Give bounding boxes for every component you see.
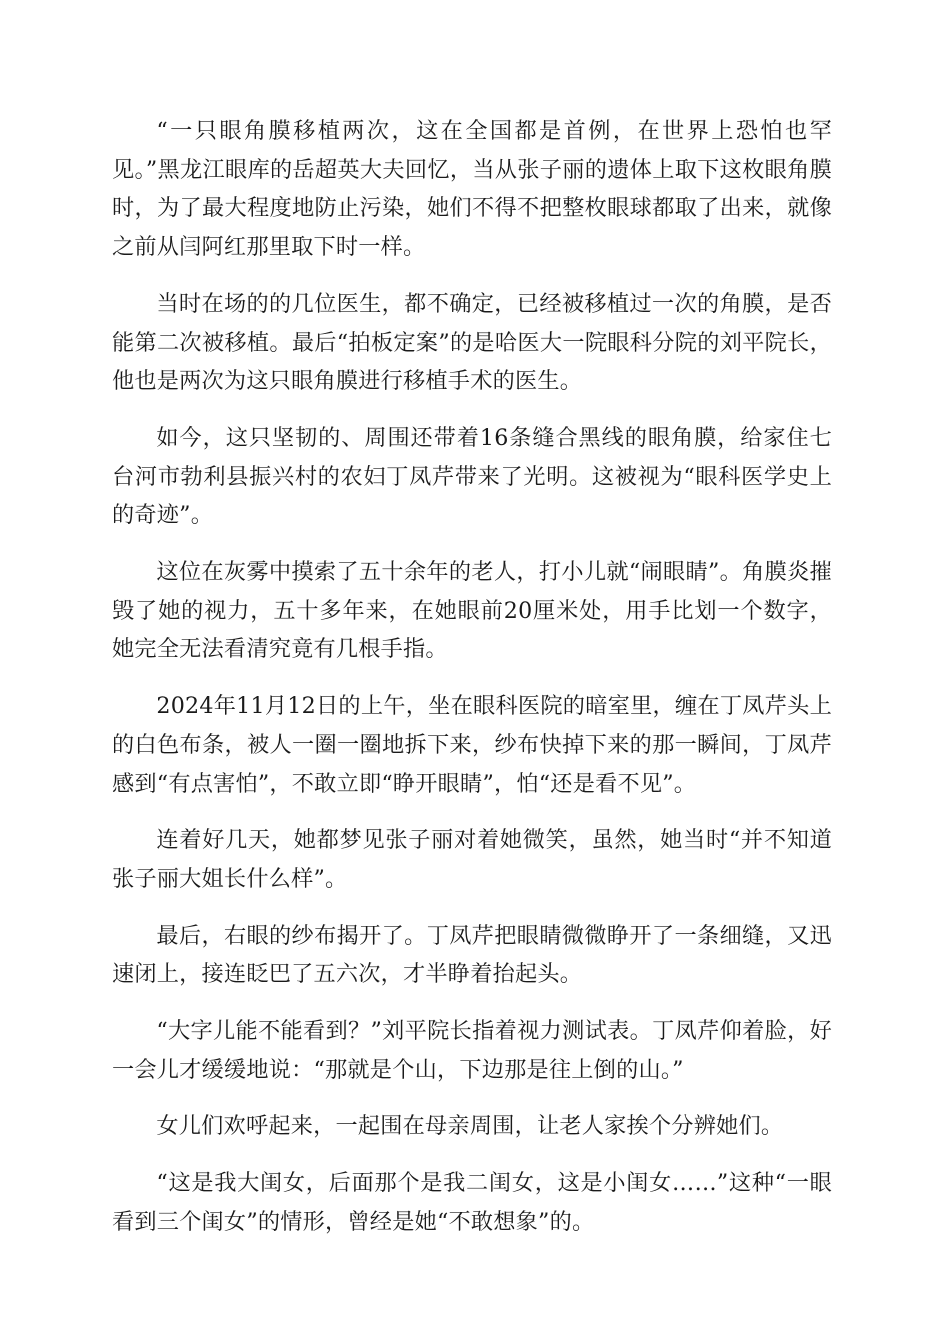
paragraph-9: 女儿们欢呼起来，一起围在母亲周围，让老人家挨个分辨她们。 bbox=[156, 1113, 784, 1140]
paragraph-5: 2024年11月12日的上午，坐在眼科医院的暗室里，缠在丁凤芹头上的白色布条，被人一圈一圈地拆下来，纱布快掉下来的那一瞬间，丁凤芹感到“有点害怕”，不敢立即“睁开眼睛”，怕“还是看不见”。 bbox=[112, 693, 832, 797]
paragraph-7: 最后，右眼的纱布揭开了。丁凤芹把眼睛微微睁开了一条细缝，又迅速闭上，接连眨巴了五六次，才半睁着抬起头。 bbox=[112, 922, 832, 988]
paragraph-10: “这是我大闺女，后面那个是我二闺女，这是小闺女……”这种“一眼看到三个闺女”的情形，曾经是她“不敢想象”的。 bbox=[112, 1170, 832, 1235]
paragraph-8: “大字儿能不能看到？”刘平院长指着视力测试表。丁凤芹仰着脸，好一会儿才缓缓地说：“那就是个山，下边那是往上倒的山。” bbox=[112, 1018, 832, 1083]
paragraph-2: 当时在场的的几位医生，都不确定，已经被移植过一次的角膜，是否能第二次被移植。最后“拍板定案”的是哈医大一院眼科分院的刘平院长，他也是两次为这只眼角膜进行移植手术的医生。 bbox=[112, 290, 832, 395]
paragraph-1: “一只眼角膜移植两次，这在全国都是首例，在世界上恐怕也罕见。”黑龙江眼库的岳超英大夫回忆，当从张子丽的遗体上取下这枚眼角膜时，为了最大程度地防止污染，她们不得不把整枚眼球都取了出来，就像之前从闫阿红那里取下时一样。 bbox=[112, 118, 832, 261]
paragraph-6: 连着好几天，她都梦见张子丽对着她微笑，虽然，她当时“并不知道张子丽大姐长什么样”。 bbox=[112, 827, 832, 892]
article-body bbox=[112, 112, 832, 1260]
paragraph-4: 这位在灰雾中摸索了五十余年的老人，打小儿就“闹眼睛”。角膜炎摧毁了她的视力，五十多年来，在她眼前20厘米处，用手比划一个数字，她完全无法看清究竟有几根手指。 bbox=[112, 559, 832, 663]
paragraph-3: 如今，这只坚韧的、周围还带着16条缝合黑线的眼角膜，给家住七台河市勃利县振兴村的农妇丁凤芹带来了光明。这被视为“眼科医学史上的奇迹”。 bbox=[112, 424, 832, 529]
